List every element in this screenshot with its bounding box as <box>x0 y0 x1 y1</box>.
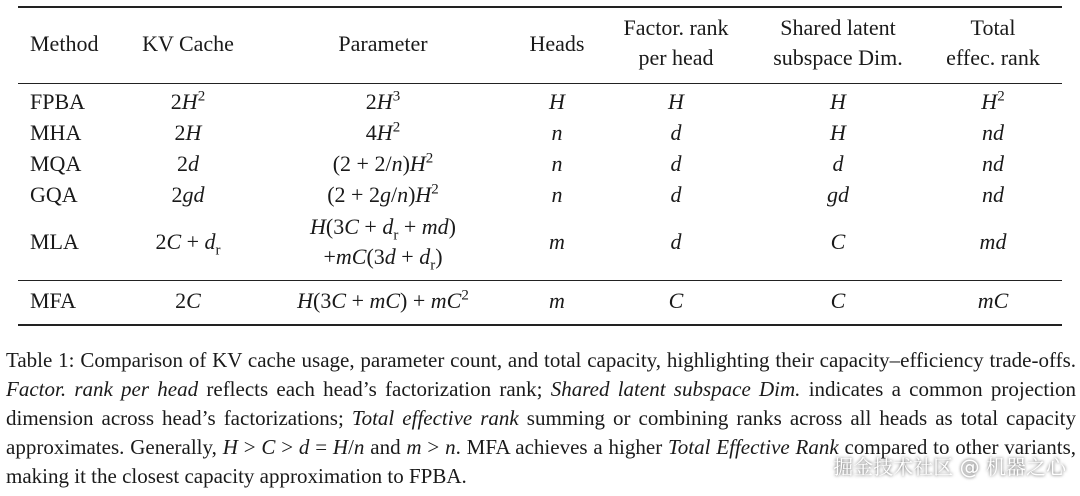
method-mla: MLA <box>30 229 79 254</box>
header-factor-rank-line1: Factor. rank <box>623 15 729 40</box>
caption-text-and: and <box>370 435 401 459</box>
table-header-rule <box>18 83 1062 84</box>
header-method: Method <box>30 31 99 56</box>
mla-heads: m <box>549 229 565 254</box>
gqa-factor-rank: d <box>670 182 682 207</box>
caption-sentence: Comparison of KV cache usage, parameter count, and total capacity, highlighting their capacity–efficiency trade-offs. <box>80 348 1076 372</box>
mfa-total-rank: mC <box>977 288 1009 313</box>
mla-factor-rank: d <box>670 229 682 254</box>
header-shared-dim-line1: Shared latent <box>780 15 896 40</box>
table-top-rule <box>18 6 1062 8</box>
mla-total-rank: md <box>979 229 1007 254</box>
mqa-factor-rank: d <box>670 151 682 176</box>
mha-shared-dim: H <box>830 120 846 145</box>
mfa-kv-cache: 2C <box>175 288 201 313</box>
method-mfa: MFA <box>30 288 77 313</box>
table-mfa-rule <box>18 280 1062 281</box>
mha-kv-cache: 2H <box>174 120 202 145</box>
mqa-kv-cache: 2d <box>177 151 199 176</box>
caption-term-shared: Shared latent subspace Dim. <box>550 377 801 401</box>
caption-text-end: compared to other variants, making it the closest capacity approximation to FPBA. <box>6 435 1077 488</box>
method-mha: MHA <box>30 120 82 145</box>
mfa-parameter: $H(3C + mC) + mC^2$ <box>297 287 469 313</box>
gqa-parameter: $(2 + 2g/n)H^2$ <box>327 181 439 207</box>
mha-parameter: $4H^2$ <box>365 119 401 145</box>
caption-text-total: summing or combining ranks across all heads as total capacity approximates. Generally, <box>6 406 1077 459</box>
fpba-factor-rank: H <box>668 89 684 114</box>
method-mqa: MQA <box>30 151 82 176</box>
mla-kv-cache: $2C + d_r$ <box>155 229 221 259</box>
caption-label: Table 1: <box>6 348 75 372</box>
caption-text-shared: indicates a common projection dimension across head’s factorizations; <box>6 377 1077 430</box>
gqa-kv-cache: 2gd <box>171 182 205 207</box>
caption-term-total2: Total Effective Rank <box>668 435 839 459</box>
mqa-shared-dim: d <box>832 151 844 176</box>
table-bottom-rule <box>18 324 1062 326</box>
header-heads: Heads <box>529 31 585 56</box>
header-kv-cache: KV Cache <box>142 31 234 56</box>
gqa-shared-dim: gd <box>827 182 849 207</box>
header-parameter: Parameter <box>338 31 428 56</box>
mqa-total-rank: nd <box>982 151 1004 176</box>
mla-parameter-line2: $+mC(3d + d_r)$ <box>323 244 443 274</box>
mha-heads: n <box>551 120 563 145</box>
caption-text-mfa: . MFA achieves a higher <box>455 435 663 459</box>
mfa-factor-rank: C <box>668 288 684 313</box>
caption-term-total: Total effective rank <box>351 406 519 430</box>
caption-text-factor: reflects each head’s factorization rank; <box>206 377 543 401</box>
caption-inequality2: m > n <box>406 435 456 459</box>
watermark: 掘金技术社区 @ 机器之心 <box>833 455 1066 479</box>
header-shared-dim-line2: subspace Dim. <box>773 45 903 70</box>
mha-factor-rank: d <box>670 120 682 145</box>
header-total-rank-line1: Total <box>970 15 1016 40</box>
mha-total-rank: nd <box>982 120 1004 145</box>
mqa-heads: n <box>551 151 563 176</box>
mfa-shared-dim: C <box>830 288 846 313</box>
caption-inequality: H > C > d = H/n <box>222 435 365 459</box>
header-factor-rank-line2: per head <box>638 45 714 70</box>
mla-shared-dim: C <box>830 229 846 254</box>
gqa-heads: n <box>551 182 563 207</box>
fpba-heads: H <box>549 89 565 114</box>
header-total-rank-line2: effec. rank <box>946 45 1040 70</box>
mqa-parameter: $(2 + 2/n)H^2$ <box>332 150 434 176</box>
method-fpba: FPBA <box>30 89 86 114</box>
fpba-kv-cache: $2H^2$ <box>170 88 206 114</box>
fpba-total-rank: $H^2$ <box>981 88 1005 114</box>
mla-parameter-line1: $H(3C + d_r + md)$ <box>310 214 456 244</box>
method-gqa: GQA <box>30 182 78 207</box>
fpba-parameter: $2H^3$ <box>365 88 401 114</box>
caption-term-factor: Factor. rank per head <box>6 377 199 401</box>
gqa-total-rank: nd <box>982 182 1004 207</box>
mfa-heads: m <box>549 288 565 313</box>
fpba-shared-dim: H <box>830 89 846 114</box>
